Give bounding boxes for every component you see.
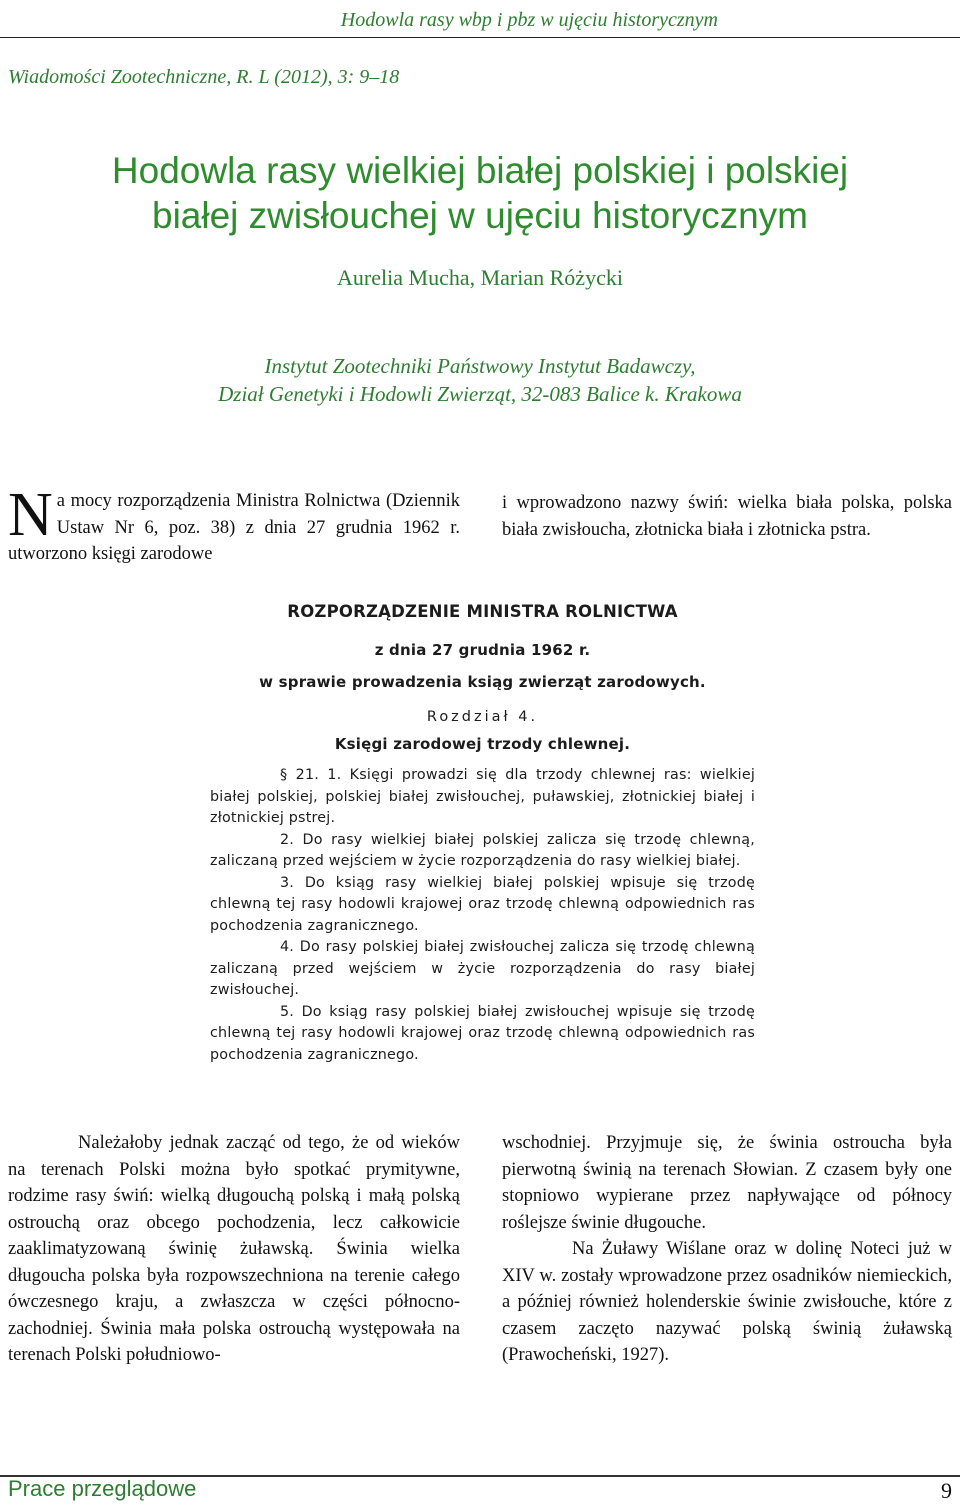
footer-section-label: Prace przeglądowe [8,1476,197,1501]
regulation-chapter: Rozdział 4. [426,709,539,725]
running-head [0,0,960,38]
regulation-heading: ROZPORZĄDZENIE MINISTRA ROLNICTWA [287,602,678,621]
regulation-date: z dnia 27 grudnia 1962 r. [374,641,591,659]
body-paragraph: Na Żuławy Wiślane oraz w dolinę Noteci już w XIV w. zostały wprowadzone przez osadników niemieckich, a później również holenderskie świnie zwisłouche, które z czasem zaczęto nazywać polską świnią żuławską (Prawocheński, 1927). [502,1239,952,1365]
regulation-paragraph-1: § 21. 1. Księgi prowadzi się dla trzody chlewnej ras: wielkiej białej polskiej, polskiej białej zwisłouchej, puławskiej, złotnickiej białej i złotnickiej pstrej. [210,767,755,826]
affiliation [0,352,960,408]
running-title: Hodowla rasy wbp i pbz w ujęciu historycznym [340,9,718,31]
article-title [0,148,960,238]
regulation-scan [210,602,755,1092]
page-number: 9 [941,1478,952,1503]
regulation-paragraph-3: 3. Do ksiąg rasy wielkiej białej polskiej wpisuje się trzodę chlewną tej rasy hodowli krajowej oraz trzodę chlewną odpowiednich ras pochodzenia zagranicznego. [210,874,755,934]
drop-cap: N [8,481,53,549]
title-line-2: białej zwisłouchej w ujęciu historycznym [152,195,808,236]
regulation-paragraph-2: 2. Do rasy wielkiej białej polskiej zalicza się trzodę chlewną, zaliczaną przed wejściem w życie rozporządzenia do rasy wielkiej białej. [210,831,755,869]
regulation-chapter-title: Księgi zarodowej trzody chlewnej. [334,735,631,753]
affiliation-line-1: Instytut Zootechniki Państwowy Instytut Badawczy, [264,354,696,378]
body-right-column [502,1130,952,1369]
body-paragraph: Należałoby jednak zacząć od tego, że od wieków na terenach Polski można było spotkać prymitywne, rodzime rasy świń: wielką długouchą polską i małą polską ostrouchą oraz obcego pochodzenia, lecz całkowicie zaaklimatyzowaną świnię żuławską. Świnia wielka długoucha polska była rozpowszechniona na terenie całego ówczesnego kraju, a zwłaszcza w części północno-zachodniej. Świnia mała polska ostrouchą występowała na terenach Polski południowo- [8,1133,460,1365]
affiliation-line-2: Dział Genetyki i Hodowli Zwierząt, 32-083 Balice k. Krakowa [218,382,742,406]
intro-left-text: a mocy rozporządzenia Ministra Rolnictwa (Dziennik Ustaw Nr 6, poz. 38) z dnia 27 grudnia 1962 r. utworzono księgi zarodowe [8,491,460,564]
intro-left-column [8,481,460,568]
intro-right-column: i wprowadzono nazwy świń: wielka biała polska, polska biała zwisłoucha, złotnicka biała i złotnicka pstra. [502,493,952,540]
body-paragraph-continued: wschodniej. Przyjmuje się, że świnia ostroucha była pierwotną świnią na terenach Słowian. Z czasem były one stopniowo wypierane przez napływające od północy roślejsze świnie długouche. [502,1133,952,1233]
body-left-column [8,1130,460,1369]
authors: Aurelia Mucha, Marian Różycki [337,265,623,290]
regulation-paragraph-4: 4. Do rasy polskiej białej zwisłouchej zalicza się trzodę chlewną zaliczaną przed wejściem w życie rozporządzenia do rasy białej zwisłouchej. [210,939,755,998]
journal-citation: Wiadomości Zootechniczne, R. L (2012), 3: 9–18 [8,66,400,88]
regulation-body [210,765,755,1066]
regulation-paragraph-5: 5. Do ksiąg rasy polskiej białej zwisłouchej wpisuje się trzodę chlewną tej rasy hodowli krajowej oraz trzodę chlewną odpowiednich ras pochodzenia zagranicznego. [210,1003,755,1063]
regulation-subject: w sprawie prowadzenia ksiąg zwierząt zarodowych. [259,673,706,691]
title-line-1: Hodowla rasy wielkiej białej polskiej i polskiej [111,150,849,191]
